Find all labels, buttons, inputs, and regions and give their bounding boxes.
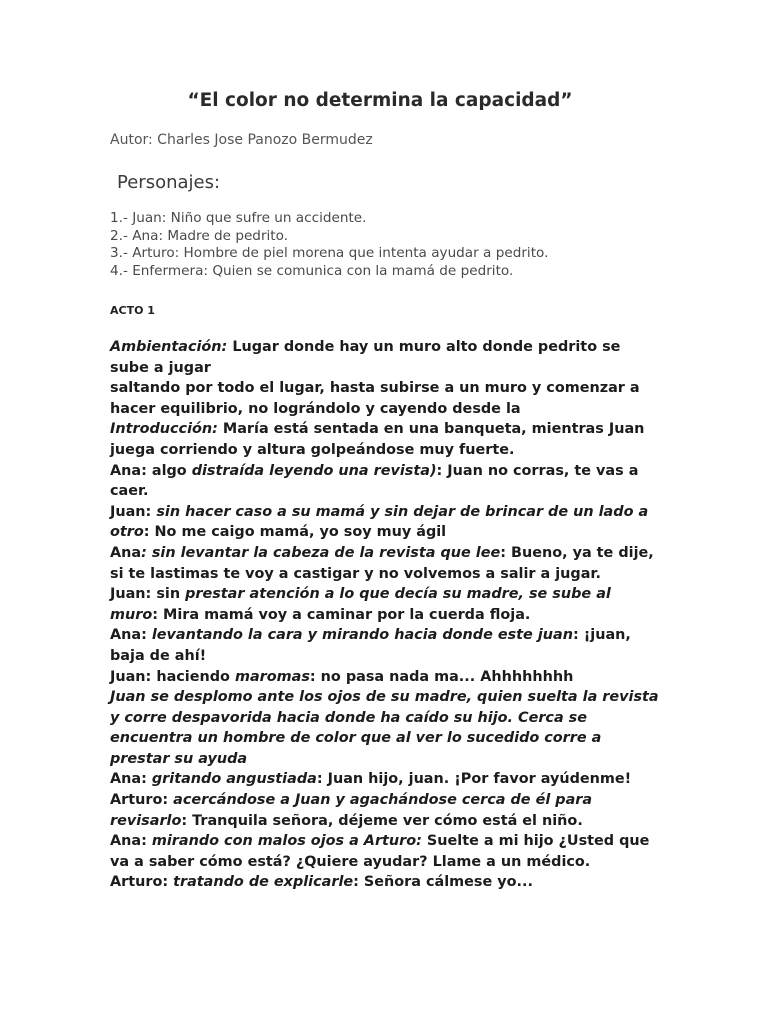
stage-direction: : sin levantar la cabeza de la revista que lee [141,544,501,561]
stage-direction: tratando de explicarle [173,874,354,891]
script-paragraph: Juan: haciendo maromas: no pasa nada ma... Ahhhhhhhh [110,668,574,685]
stage-direction: mirando con malos ojos a Arturo: [151,833,422,850]
stage-direction: levantando la cara y mirando hacia donde este juan [151,627,573,644]
script-paragraph: Ana: sin levantar la cabeza de la revista que lee: Bueno, ya te dije, si te lastimas te voy a castigar y no volvemos a salir a jugar. [110,544,654,582]
author-line: Autor: Charles Jose Panozo Bermudez [110,132,373,148]
stage-direction: prestar atención a lo que decía su madre, se sube al muro [110,586,611,623]
script-paragraph: Arturo: acercándose a Juan y agachándose cerca de él para revisarlo: Tranquila señora, déjeme ver cómo está el niño. [110,792,593,829]
stage-direction: gritando angustiada [151,771,317,788]
script-paragraph: Ana: levantando la cara y mirando hacia donde este juan: ¡juan, baja de ahí! [110,627,631,664]
act-label: ACTO 1 [110,304,155,317]
stage-direction: acercándose a Juan y agachándose cerca de él para revisarlo [110,792,593,829]
stage-label: Ambientación: [110,339,228,355]
stage-direction: sin hacer caso a su mamá y sin dejar de brincar de un lado a otro [110,503,649,541]
document-title: “El color no determina la capacidad” [187,90,573,111]
characters-heading: Personajes: [117,172,221,193]
character-item: 3.- Arturo: Hombre de piel morena que intenta ayudar a pedrito. [110,245,549,261]
script-paragraph: Ana: gritando angustiada: Juan hijo, juan. ¡Por favor ayúdenme! [110,771,632,788]
script-paragraph [110,687,660,769]
character-item: 1.- Juan: Niño que sufre un accidente. [110,210,367,226]
script-paragraph: Ambientación: Lugar donde hay un muro alto donde pedrito se sube a jugar [110,339,621,376]
script-paragraph: Ana: mirando con malos ojos a Arturo: Suelte a mi hijo ¿Usted que va a saber cómo está? ¿Quiere ayudar? Llame a un médico. [110,833,650,870]
character-item: 4.- Enfermera: Quien se comunica con la mamá de pedrito. [110,262,514,279]
stage-direction: maromas [234,668,310,685]
script-paragraph: saltando por todo el lugar, hasta subirse a un muro y comenzar a hacer equilibrio, no lográndolo y cayendo desde la [110,380,640,417]
stage-label: Introducción: [110,421,218,438]
script-paragraph: Introducción: María está sentada en una banqueta, mientras Juan juega corriendo y altura golpeándose muy fuerte. [110,421,645,458]
stage-direction: distraída leyendo una revista) [191,462,437,479]
characters-list [110,210,670,280]
script-paragraph: Juan: sin prestar atención a lo que decía su madre, se sube al muro: Mira mamá voy a caminar por la cuerda floja. [110,586,611,623]
script-paragraph: Juan: sin hacer caso a su mamá y sin dejar de brincar de un lado a otro: No me caigo mamá, yo soy muy ágil [110,503,649,541]
script-body [110,337,660,893]
character-item: 2.- Ana: Madre de pedrito. [110,227,289,244]
script-paragraph: Ana: algo distraída leyendo una revista): Juan no corras, te vas a caer. [110,462,639,500]
script-paragraph: Arturo: tratando de explicarle: Señora cálmese yo... [110,874,533,891]
stage-direction: Juan se desplomo ante los ojos de su madre, quien suelta la revista y corre despavorida hacia donde ha caído su hijo. Cerca se encuentra un hombre de color que al ver lo sucedido corre a prestar su ayuda [110,689,659,767]
